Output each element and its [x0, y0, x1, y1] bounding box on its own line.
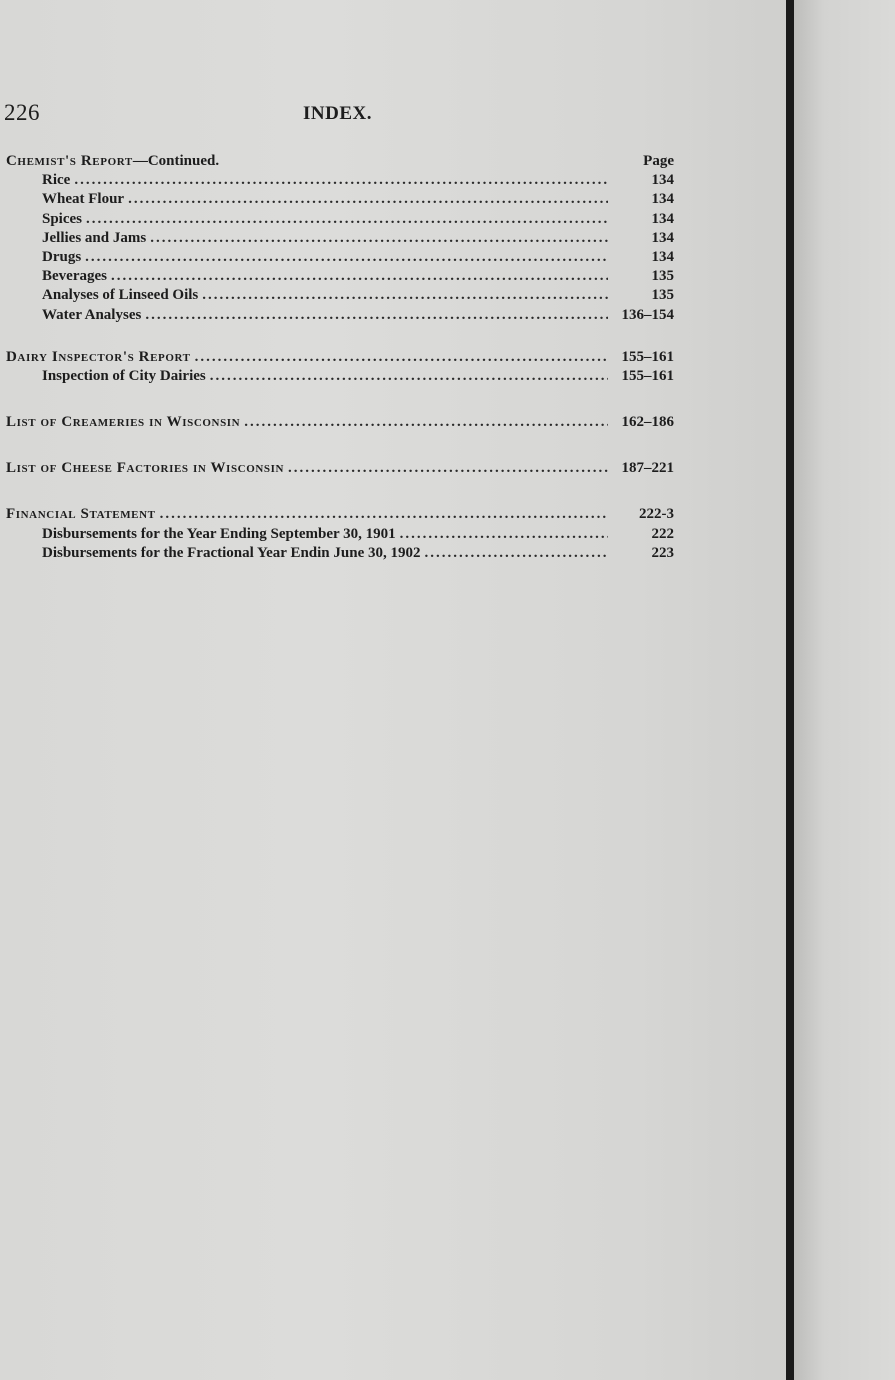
dot-leader [128, 190, 608, 209]
entry-label: Spices [42, 210, 83, 227]
dot-leader [111, 267, 608, 286]
entry-page: 134 [651, 248, 674, 265]
entry-label: Disbursements for the Year Ending September 30, 1901 [42, 525, 396, 542]
section-spacer [6, 325, 674, 348]
index-entry [6, 367, 674, 386]
entry-page: 134 [651, 191, 674, 208]
heading-page: 222-3 [639, 506, 674, 523]
heading-continued: —Continued. [132, 153, 220, 169]
book-gutter [786, 0, 794, 1380]
entry-page: 135 [651, 287, 674, 304]
heading-page: 187–221 [621, 460, 674, 477]
entry-label: Inspection of City Dairies [42, 367, 206, 384]
facing-page-edge [794, 0, 895, 1380]
entry-page: 222 [651, 525, 674, 542]
index-entry [6, 306, 674, 325]
index-entry [6, 190, 674, 209]
index-entry [6, 525, 674, 544]
entry-label: Analyses of Linseed Oils [42, 287, 199, 304]
entry-label: Disbursements for the Fractional Year Endin June 30, 1902 [42, 544, 421, 561]
dot-leader [145, 306, 608, 325]
dot-leader [202, 286, 608, 305]
index-entry [6, 286, 674, 305]
entry-label: Water Analyses [42, 306, 142, 323]
entry-label: Wheat Flour [42, 191, 125, 208]
dot-leader [244, 413, 608, 432]
section-spacer [6, 432, 674, 459]
heading-label: Dairy Inspector's Report [6, 348, 191, 365]
dot-leader [86, 210, 608, 229]
heading-label: Financial Statement [6, 506, 156, 523]
index-entry [6, 171, 674, 190]
dot-leader [195, 348, 608, 367]
index-entry [6, 544, 674, 563]
entry-page: 134 [651, 229, 674, 246]
section-spacer [6, 478, 674, 505]
index-entry [6, 210, 674, 229]
dot-leader [74, 171, 608, 190]
entry-page: 134 [651, 172, 674, 189]
dot-leader [210, 367, 608, 386]
entry-label: Rice [42, 172, 71, 189]
entry-label: Jellies and Jams [42, 229, 147, 246]
entry-page: 136–154 [621, 306, 674, 323]
index-heading-chemists-report [6, 152, 674, 171]
index-heading-list-of-cheese-factories [6, 459, 674, 478]
index-heading-list-of-creameries [6, 413, 674, 432]
heading-page: 162–186 [621, 414, 674, 431]
entry-page: 155–161 [621, 367, 674, 384]
running-head: INDEX. [303, 103, 372, 124]
entry-page: 134 [651, 210, 674, 227]
index-list [6, 152, 674, 563]
page-number: 226 [4, 100, 40, 125]
dot-leader [400, 525, 608, 544]
dot-leader [150, 229, 608, 248]
index-heading-dairy-inspectors-report [6, 348, 674, 367]
dot-leader [424, 544, 608, 563]
index-entry [6, 229, 674, 248]
dot-leader [288, 459, 608, 478]
entry-label: Drugs [42, 248, 82, 265]
dot-leader [160, 505, 608, 524]
heading-label: List of Creameries in Wisconsin [6, 414, 241, 431]
entry-page: 135 [651, 268, 674, 285]
heading-label: Chemist's Report [6, 153, 133, 169]
index-heading-financial-statement [6, 505, 674, 524]
dot-leader [85, 248, 608, 267]
entry-label: Beverages [42, 268, 107, 285]
heading-label: List of Cheese Factories in Wisconsin [6, 460, 285, 477]
page-column-label: Page [643, 153, 674, 169]
heading-page: 155–161 [621, 348, 674, 365]
index-entry [6, 267, 674, 286]
entry-page: 223 [651, 544, 674, 561]
section-spacer [6, 386, 674, 413]
index-entry [6, 248, 674, 267]
